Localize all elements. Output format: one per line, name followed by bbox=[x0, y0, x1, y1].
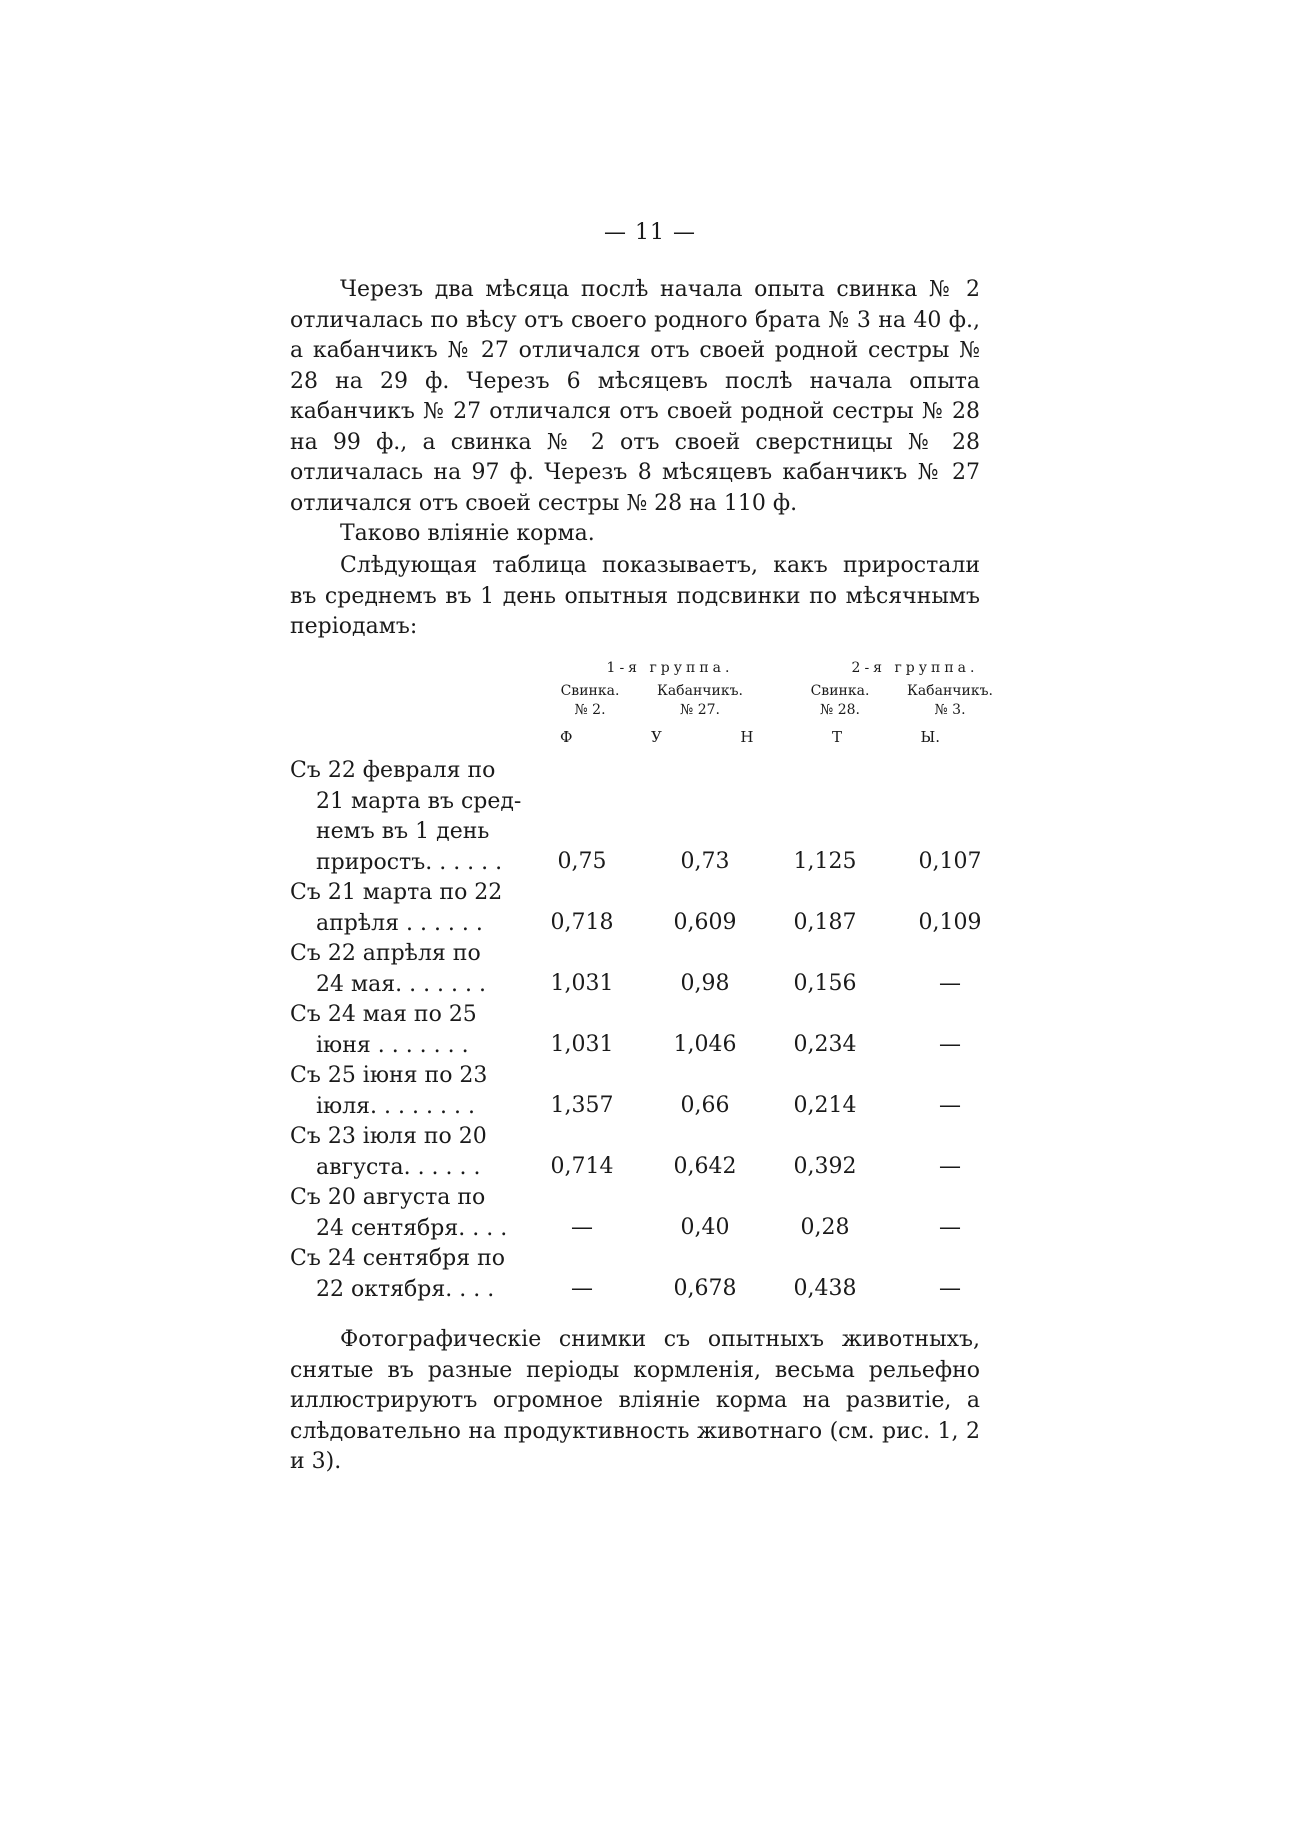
column-header-name: Свинка. bbox=[810, 683, 870, 699]
paragraph-weight-difference bbox=[290, 275, 980, 519]
table-row-label bbox=[290, 1183, 522, 1244]
paragraph-feed-influence bbox=[290, 519, 980, 550]
table-cell: 0,28 bbox=[800, 1215, 850, 1240]
paragraph-text: Таково вліяніе корма. bbox=[340, 521, 595, 546]
table-cell: 0,156 bbox=[793, 971, 857, 996]
table-cell: 0,73 bbox=[680, 849, 730, 874]
unit-letter: Н bbox=[740, 728, 754, 746]
table-cell: 0,438 bbox=[793, 1276, 857, 1301]
row-label-line: Съ 22 апрѣля по bbox=[290, 941, 481, 966]
table-row-label bbox=[290, 1061, 522, 1122]
table-cell: 0,609 bbox=[673, 910, 737, 935]
table-cell: 0,98 bbox=[680, 971, 730, 996]
table-cell: 1,031 bbox=[550, 1032, 614, 1057]
unit-letter: У bbox=[650, 728, 662, 746]
table-row-label bbox=[290, 1122, 522, 1183]
table-cell: — bbox=[939, 1276, 961, 1301]
row-label-line: Съ 20 августа по bbox=[290, 1185, 486, 1210]
row-label-line: приростъ. . . . . . bbox=[316, 849, 503, 875]
column-header-name: Свинка. bbox=[560, 683, 620, 699]
row-label-line: іюня . . . . . . . bbox=[316, 1032, 469, 1058]
table-cell: — bbox=[571, 1276, 593, 1301]
paragraph-text: Слѣдующая таблица показываетъ, какъ приростали въ среднемъ въ 1 день опытныя подсвинки по мѣсячнымъ періодамъ: bbox=[290, 553, 980, 639]
unit-label-row bbox=[560, 728, 940, 746]
table-row-label bbox=[290, 939, 522, 1000]
row-label-line: Съ 25 іюня по 23 bbox=[290, 1063, 488, 1088]
column-header bbox=[780, 682, 900, 720]
table-cell: 0,109 bbox=[918, 910, 982, 935]
row-label-line: Съ 24 сентября по bbox=[290, 1246, 505, 1271]
row-label-line: августа. . . . . . bbox=[316, 1154, 481, 1180]
table-cell: 0,234 bbox=[793, 1032, 857, 1057]
column-header-name: Кабанчикъ. bbox=[907, 683, 993, 699]
table-cell: 0,642 bbox=[673, 1154, 737, 1179]
table-cell: 0,187 bbox=[793, 910, 857, 935]
table-cell: — bbox=[939, 971, 961, 996]
table-cell: 0,718 bbox=[550, 910, 614, 935]
table-cell: — bbox=[939, 1032, 961, 1057]
table-row-label bbox=[290, 1244, 522, 1305]
table-cell: — bbox=[939, 1093, 961, 1118]
column-header bbox=[640, 682, 760, 720]
column-header-number: № 2. bbox=[574, 702, 606, 718]
row-label-line: іюля. . . . . . . . bbox=[316, 1093, 475, 1119]
table-row-label bbox=[290, 878, 522, 939]
page-number: — 11 — bbox=[604, 220, 696, 245]
table-row-label bbox=[290, 1000, 522, 1061]
row-label-line: Съ 21 марта по 22 bbox=[290, 880, 503, 905]
row-label-line: апрѣля . . . . . . bbox=[316, 910, 483, 936]
table-cell: — bbox=[571, 1215, 593, 1240]
table-row-label bbox=[290, 756, 522, 878]
row-label-line: 22 октября. . . . bbox=[316, 1276, 495, 1302]
group-header: 1-я группа. bbox=[606, 660, 734, 676]
row-label-line: 21 марта въ сред- bbox=[316, 788, 522, 814]
paragraph-text: Черезъ два мѣсяца послѣ начала опыта свинка № 2 отличалась по вѣсу отъ своего родного брата № 3 на 40 ф., а кабанчикъ № 27 отличался отъ своей родной сестры № 28 на 29 ф. Черезъ 6 мѣсяцевъ послѣ начала опыта кабанчикъ № 27 отличался отъ своей родной сестры № 28 на 99 ф., а свинка № 2 отъ своей сверстницы № 28 отличалась на 97 ф. Черезъ 8 мѣсяцевъ кабанчикъ № 27 отличался отъ своей сестры № 28 на 110 ф. bbox=[290, 277, 980, 516]
column-header bbox=[530, 682, 650, 720]
unit-letter: Т bbox=[831, 728, 842, 746]
table-cell: 1,046 bbox=[673, 1032, 737, 1057]
column-header-name: Кабанчикъ. bbox=[657, 683, 743, 699]
table-cell: — bbox=[939, 1154, 961, 1179]
row-label-line: немъ въ 1 день bbox=[316, 819, 490, 844]
row-label-line: 24 мая. . . . . . . bbox=[316, 971, 487, 997]
table-cell: — bbox=[939, 1215, 961, 1240]
table-cell: 0,107 bbox=[918, 849, 982, 874]
table-cell: 0,214 bbox=[793, 1093, 857, 1118]
table-cell: 0,75 bbox=[557, 849, 607, 874]
table-cell: 1,125 bbox=[793, 849, 857, 874]
table-cell: 0,392 bbox=[793, 1154, 857, 1179]
daily-gain-table bbox=[0, 660, 1300, 1310]
table-cell: 1,357 bbox=[550, 1093, 614, 1118]
paragraph-photographs bbox=[290, 1325, 980, 1478]
column-header-number: № 27. bbox=[680, 702, 720, 718]
unit-letter: Ф bbox=[560, 728, 573, 746]
row-label-line: Съ 24 мая по 25 bbox=[290, 1002, 477, 1027]
group-header: 2-я группа. bbox=[851, 660, 979, 676]
table-cell: 0,714 bbox=[550, 1154, 614, 1179]
column-header-number: № 3. bbox=[934, 702, 966, 718]
row-label-line: Съ 23 іюля по 20 bbox=[290, 1124, 487, 1149]
paragraph-text: Фотографическіе снимки съ опытныхъ животныхъ, снятые въ разные періоды кормленія, весьма рельефно иллюстрируютъ огромное вліяніе корма на развитіе, а слѣдовательно на продуктивность животнаго (см. рис. 1, 2 и 3). bbox=[290, 1327, 980, 1474]
row-label-line: 24 сентября. . . . bbox=[316, 1215, 508, 1241]
paragraph-table-intro bbox=[290, 551, 980, 643]
column-header bbox=[890, 682, 1010, 720]
row-label-line: Съ 22 февраля по bbox=[290, 758, 496, 783]
table-cell: 0,678 bbox=[673, 1276, 737, 1301]
table-cell: 0,40 bbox=[680, 1215, 730, 1240]
table-cell: 1,031 bbox=[550, 971, 614, 996]
column-header-number: № 28. bbox=[820, 702, 860, 718]
unit-letter: Ы. bbox=[920, 728, 940, 746]
table-cell: 0,66 bbox=[680, 1093, 730, 1118]
